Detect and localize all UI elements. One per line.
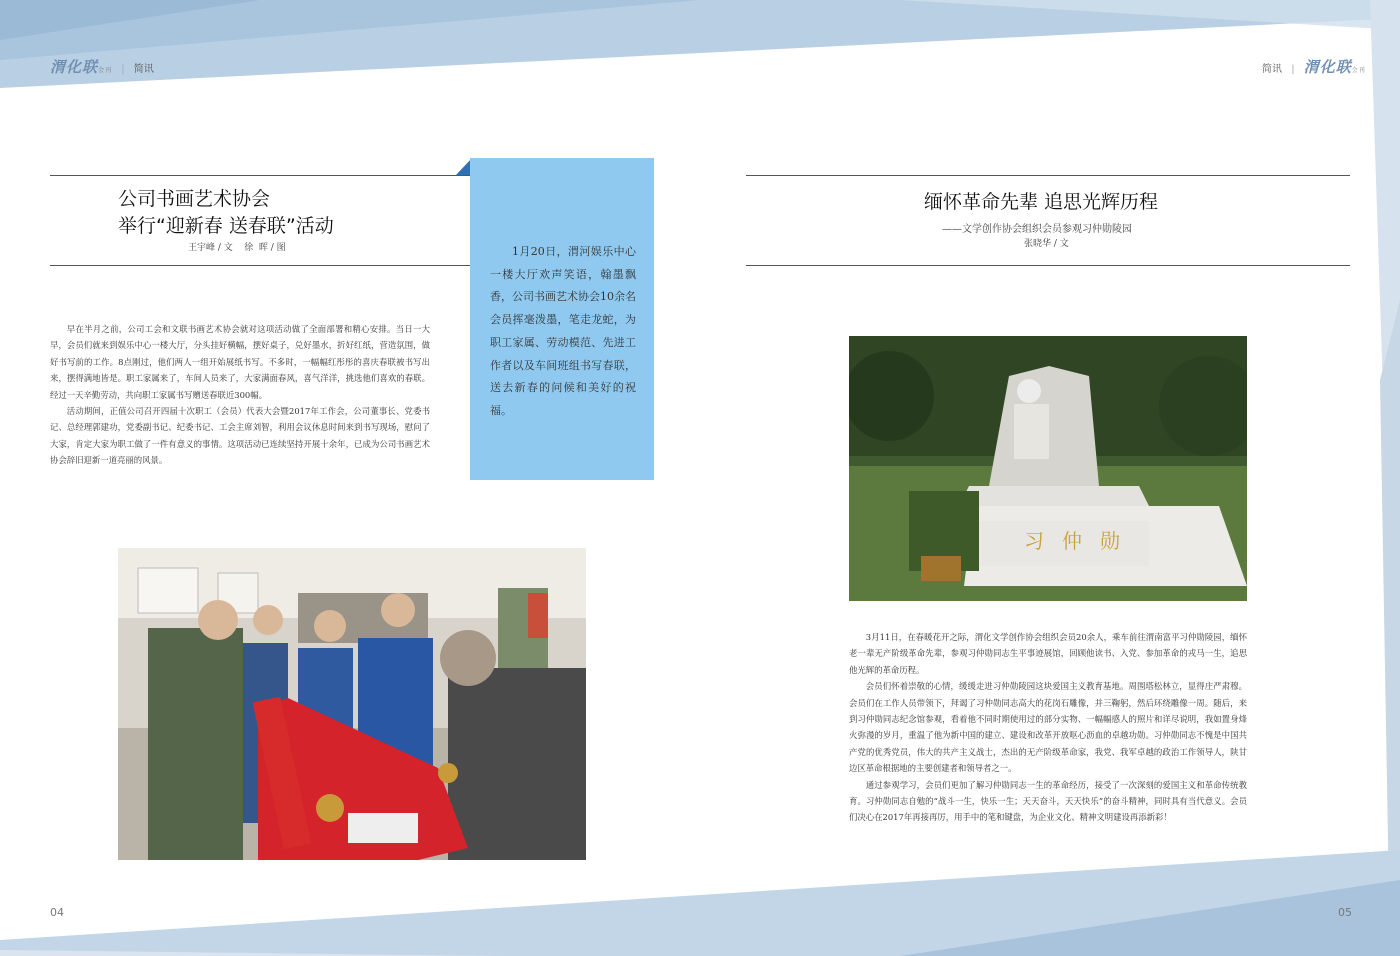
right-paragraph-2: 会员们怀着崇敬的心情，缓缓走进习仲勋陵园这块爱国主义教育基地。周围塔松林立，显得庄严肃穆。会员们在工作人员带领下，拜谒了习仲勋同志高大的花岗石雕像，并三鞠躬，然后环绕雕像一周。随后，来到习仲勋同志纪念馆参观，看着他不同时期使用过的部分实物、一幅幅感人的照片和详尽说明，我如置身烽火弥漫的岁月，重温了他为新中国的建立、建设和改革开放呕心沥血的卓越功勋。习仲勋同志不愧是中国共产党的优秀党员，伟大的共产主义战士，杰出的无产阶级革命家，我党、我军卓越的政治工作领导人，陕甘边区革命根据地的主要创建者和领导者之一。 (849, 681, 1247, 774)
right-article-body (849, 629, 1247, 826)
left-title-top-rule (50, 175, 470, 176)
right-page-number: 05 (1338, 906, 1352, 919)
left-title-bottom-rule (50, 265, 470, 266)
right-article-title: 缅怀革命先辈 追思光辉历程 (924, 191, 1159, 213)
left-sidebar-box (470, 158, 654, 480)
left-title-line1: 公司书画艺术协会 (118, 188, 271, 210)
left-logo: 渭化联会刊 (50, 58, 113, 76)
calligraphy-event-photo (118, 548, 586, 860)
left-section-label: 简讯 (133, 64, 154, 75)
right-byline: 张晓华 / 文 (1024, 239, 1069, 249)
left-title-line2: 举行“迎新春 送春联”活动 (118, 215, 334, 237)
memorial-statue-photo (849, 336, 1247, 601)
right-title-bottom-rule (746, 265, 1350, 266)
left-byline: 王宇峰 / 文 徐 晖 / 图 (188, 243, 286, 253)
right-subtitle: ——文学创作协会组织会员参观习仲勋陵园 (942, 224, 1132, 235)
right-logo: 渭化联会刊 (1303, 58, 1366, 76)
left-article-body (50, 321, 430, 469)
left-paragraph-2: 活动期间，正值公司召开四届十次职工（会员）代表大会暨2017年工作会，公司董事长、党委书记、总经理郭建功，党委副书记、纪委书记、工会主席刘智，利用会议休息时间来到书写现场，慰问了大家，肯定大家为职工做了一件有意义的事情。这项活动已连续坚持开展十余年，已成为公司书画艺术协会辞旧迎新一道亮丽的风景。 (50, 406, 430, 466)
left-article-title (118, 186, 334, 240)
left-paragraph-1: 早在半月之前，公司工会和文联书画艺术协会就对这项活动做了全面部署和精心安排。当日一大早，会员们就来到娱乐中心一楼大厅，分头挂好横幅，摆好桌子，兑好墨水，折好红纸，营造氛围，做好书写前的工作。8点刚过，他们两人一组开始展纸书写。不多时，一幅幅红彤彤的喜庆春联被书写出来，摆得满地皆是。职工家属来了，车间人员来了，大家满面春风，喜气洋洋，挑选他们喜欢的春联。经过一天辛勤劳动，共向职工家属书写赠送春联近300幅。 (50, 324, 430, 400)
left-page-number: 04 (50, 906, 64, 919)
right-paragraph-3: 通过参观学习，会员们更加了解习仲勋同志一生的革命经历，接受了一次深刻的爱国主义和革命传统教育。习仲勋同志自勉的“战斗一生，快乐一生；天天奋斗，天天快乐”的奋斗精神，同时具有当代意义。会员们决心在2017年再接再厉，用手中的笔和键盘，为企业文化、精神文明建设再添新彩！ (849, 779, 1247, 823)
statue-inscription: 习仲勋 (1024, 529, 1138, 553)
left-header: 渭化联会刊 | 简讯 (50, 58, 154, 76)
right-paragraph-1: 3月11日，在春暖花开之际，渭化文学创作协会组织会员20余人，乘车前往渭南富平习仲勋陵园，缅怀老一辈无产阶级革命先辈，参观习仲勋同志生平事迹展馆，回顾他读书、入党、参加革命的戎马一生，追思他光辉的革命历程。 (849, 632, 1247, 675)
right-header: 简讯 | 渭化联会刊 (1262, 58, 1366, 76)
right-title-top-rule (746, 175, 1350, 176)
right-section-label: 简讯 (1262, 64, 1282, 75)
left-sidebar-text: 1月20日，渭河娱乐中心一楼大厅欢声笑语，翰墨飘香，公司书画艺术协会10余名会员挥毫泼墨，笔走龙蛇，为职工家属、劳动模范、先进工作者以及车间班组书写春联，送去新春的问候和美好的祝福。 (490, 245, 636, 417)
